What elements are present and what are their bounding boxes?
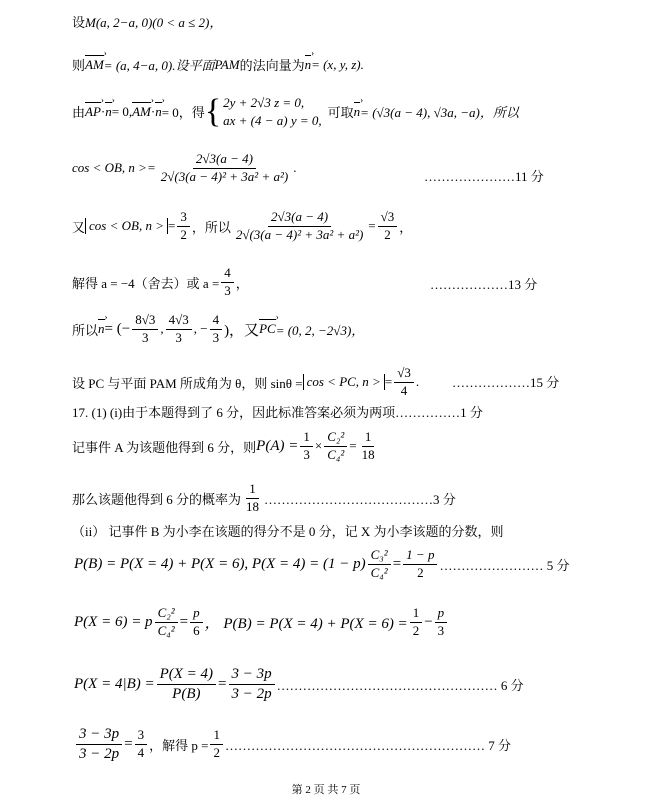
fraction xyxy=(135,728,148,761)
numerator: 1 − p xyxy=(403,548,437,565)
denominator: 3 xyxy=(303,446,310,462)
math: = xyxy=(179,613,189,630)
text: 设 PC 与平面 PAM 所成角为 θ，则 sinθ = xyxy=(72,375,303,391)
line-2 xyxy=(72,55,364,74)
system-eq-2: ax + (4 − a) y = 0, xyxy=(223,112,322,128)
math: P(A) = xyxy=(256,437,299,454)
math: = xyxy=(124,736,133,753)
vector-am: AM › xyxy=(85,57,104,73)
cos-expression: cos < OB, n >= xyxy=(72,160,156,176)
fraction xyxy=(300,430,313,463)
fraction xyxy=(229,666,275,704)
fraction xyxy=(378,210,398,243)
fraction xyxy=(132,313,158,346)
fraction xyxy=(368,548,391,581)
math: = xyxy=(349,438,357,454)
denominator: C₄² xyxy=(157,622,175,638)
left-brace-icon: { xyxy=(204,92,222,130)
fraction xyxy=(243,482,262,515)
denominator: 3 xyxy=(437,622,445,638)
line-4 xyxy=(72,152,296,185)
denominator: 6 xyxy=(193,622,200,638)
text: 由 xyxy=(72,105,86,121)
denominator: 2√(3(a − 4)² + 3a² + a²) xyxy=(160,168,289,184)
denominator: 3 xyxy=(175,329,182,345)
line-6 xyxy=(72,266,249,299)
fraction xyxy=(190,606,203,639)
fraction xyxy=(324,430,347,463)
text: . xyxy=(415,374,420,390)
score-3: …………………………………3 分 xyxy=(264,491,456,507)
text: 则 xyxy=(72,58,86,73)
denominator: 3 xyxy=(212,329,220,345)
text: ， xyxy=(399,219,413,235)
math: ， P(B) = P(X = 4) + P(X = 6) = xyxy=(204,615,408,632)
math: = xyxy=(368,218,376,234)
denominator: C₄² xyxy=(370,564,388,580)
vector-n: n › xyxy=(305,57,312,73)
page-footer: 第 2 页 共 7 页 xyxy=(291,784,361,796)
text: 的法向量为 xyxy=(239,58,305,73)
math: = xyxy=(392,555,402,572)
fraction xyxy=(410,606,423,639)
line-8 xyxy=(72,366,419,399)
system-eq-1: 2y + 2√3 z = 0, xyxy=(223,95,305,110)
line-7: 所以 n › = (− $\frac{8√3}{3}$ , $\frac{4√3}{3}$ , − $\frac{4}{3}$ )，又 PC › = (0, 2, −2√3)， xyxy=(72,313,364,346)
fraction xyxy=(221,266,234,299)
numerator: 3 xyxy=(177,210,190,227)
denominator: P(B) xyxy=(172,686,201,703)
fraction xyxy=(210,313,223,346)
denominator: 4 xyxy=(137,745,145,761)
text: = 0，得 xyxy=(161,105,205,121)
numerator: 1 xyxy=(410,606,423,623)
vector-am: AM › xyxy=(132,104,151,120)
math: = xyxy=(384,374,393,390)
math: = xyxy=(167,218,176,234)
numerator: 1 xyxy=(300,430,313,447)
math: = xyxy=(218,676,227,693)
line-16 xyxy=(74,726,511,764)
text: 17. (1) (i)由于本题得到了 6 分，因此标准答案必须为两项……………1 分 xyxy=(72,405,483,420)
fraction xyxy=(158,152,291,185)
denominator: 3 − 2p xyxy=(231,686,272,703)
denominator: C₄² xyxy=(327,446,345,462)
denominator: 3 xyxy=(224,282,231,298)
vector-ap: AP › xyxy=(85,104,101,120)
text: ， xyxy=(235,275,249,291)
denominator: 2√(3(a − 4)² + 3a² + a²) xyxy=(235,226,364,242)
numerator: 1 xyxy=(362,430,375,447)
line-9 xyxy=(72,402,483,421)
numerator: C₃² xyxy=(368,548,391,565)
numerator: 3 xyxy=(135,728,148,745)
numerator: 2√3(a − 4) xyxy=(268,210,331,227)
dot: · xyxy=(150,103,156,119)
denominator: 3 xyxy=(142,329,149,345)
line-15 xyxy=(74,666,524,704)
text: 又 xyxy=(72,219,86,235)
math: = (− xyxy=(104,320,131,337)
numerator: 2√3(a − 4) xyxy=(193,152,256,169)
numerator: 8√3 xyxy=(132,313,158,330)
numerator: 4√3 xyxy=(166,313,192,330)
fraction xyxy=(157,666,216,704)
plane-pam: PAM xyxy=(214,56,240,72)
numerator: p xyxy=(190,606,203,623)
fraction xyxy=(435,606,448,639)
score-6: …………………………………………… 6 分 xyxy=(276,678,524,694)
math: = 0, xyxy=(111,103,133,119)
line-10 xyxy=(72,430,380,463)
math: P(X = 4|B) = xyxy=(74,676,155,693)
math: = (0, 2, −2√3)， xyxy=(275,322,365,338)
fraction xyxy=(76,726,122,764)
vector-n: n › xyxy=(155,104,162,120)
fraction xyxy=(403,548,437,581)
math: P(B) = P(X = 4) + P(X = 6), P(X = 4) = (1 − p) xyxy=(74,555,366,572)
line-11 xyxy=(72,482,456,515)
dot: · xyxy=(100,103,106,119)
equation-system xyxy=(205,94,322,129)
math: = (x, y, z). xyxy=(311,56,364,72)
score-15: ………………15 分 xyxy=(452,375,560,390)
math: × xyxy=(314,438,323,454)
vector-pc: PC › xyxy=(259,321,276,337)
text: 所以 xyxy=(72,322,99,338)
fraction xyxy=(177,210,190,243)
line-3 xyxy=(72,94,519,129)
math: M(a, 2−a, 0)(0 < a ≤ 2)， xyxy=(85,15,223,30)
line-5 xyxy=(72,210,412,243)
math: P(X = 6) = p xyxy=(74,613,153,630)
text: 记事件 A 为该题他得到 6 分，则 xyxy=(72,439,257,455)
fraction xyxy=(359,430,378,463)
denominator: 3 − 2p xyxy=(79,746,120,763)
abs-cos: cos < OB, n > xyxy=(85,218,168,234)
text: ，所以 xyxy=(191,219,231,235)
denominator: 2 xyxy=(412,622,420,638)
vector-n: n › xyxy=(354,104,361,120)
text: ，解得 p = xyxy=(149,738,209,754)
score-13: ………………13 分 xyxy=(430,277,538,292)
fraction xyxy=(394,366,414,399)
numerator: √3 xyxy=(378,210,398,227)
score-7: …………………………………………………… 7 分 xyxy=(224,738,511,754)
denominator: 2 xyxy=(180,226,187,242)
denominator: 2 xyxy=(417,564,424,580)
line-14 xyxy=(74,606,449,639)
denominator: 18 xyxy=(246,498,260,514)
numerator: 3 − 3p xyxy=(229,666,275,685)
math: = (√3(a − 4), √3a, −a)，所以 xyxy=(360,105,519,121)
numerator: 4 xyxy=(210,313,223,330)
numerator: 3 − 3p xyxy=(76,726,122,745)
math: − xyxy=(424,613,433,630)
score-11: …………………11 分 xyxy=(424,169,544,184)
fraction xyxy=(210,728,223,761)
fraction xyxy=(233,210,366,243)
numerator: 4 xyxy=(221,266,234,283)
numerator: P(X = 4) xyxy=(157,666,216,685)
text: （ii） 记事件 B 为小李在该题的得分不是 0 分，记 X 为小李该题的分数，则 xyxy=(72,524,504,539)
text: 解得 a = −4（舍去）或 a = xyxy=(72,275,220,291)
fraction xyxy=(155,606,178,639)
vector-n: n › xyxy=(98,321,105,337)
denominator: 2 xyxy=(384,226,391,242)
line-13 xyxy=(74,548,569,581)
numerator: 1 xyxy=(210,728,223,745)
numerator: p xyxy=(435,606,448,623)
denominator: 18 xyxy=(361,446,375,462)
text: 可取 xyxy=(327,105,354,121)
line-12 xyxy=(72,521,504,540)
line-1 xyxy=(72,12,222,31)
numerator: C₂² xyxy=(324,430,347,447)
fraction xyxy=(166,313,192,346)
vector-n: n › xyxy=(105,104,112,120)
denominator: 2 xyxy=(213,745,220,761)
text: . xyxy=(293,160,297,176)
numerator: √3 xyxy=(394,366,414,383)
text: 设 xyxy=(72,15,86,30)
score-5: …………………… 5 分 xyxy=(439,557,570,573)
numerator: 1 xyxy=(246,482,259,499)
abs-cos: cos < PC, n > xyxy=(303,374,385,390)
denominator: 4 xyxy=(400,382,408,398)
numerator: C₂² xyxy=(155,606,178,623)
text: 那么该题他得到 6 分的概率为 xyxy=(72,491,242,507)
text: )，又 xyxy=(224,322,260,339)
math: = (a, 4−a, 0).设平面 xyxy=(103,58,215,73)
